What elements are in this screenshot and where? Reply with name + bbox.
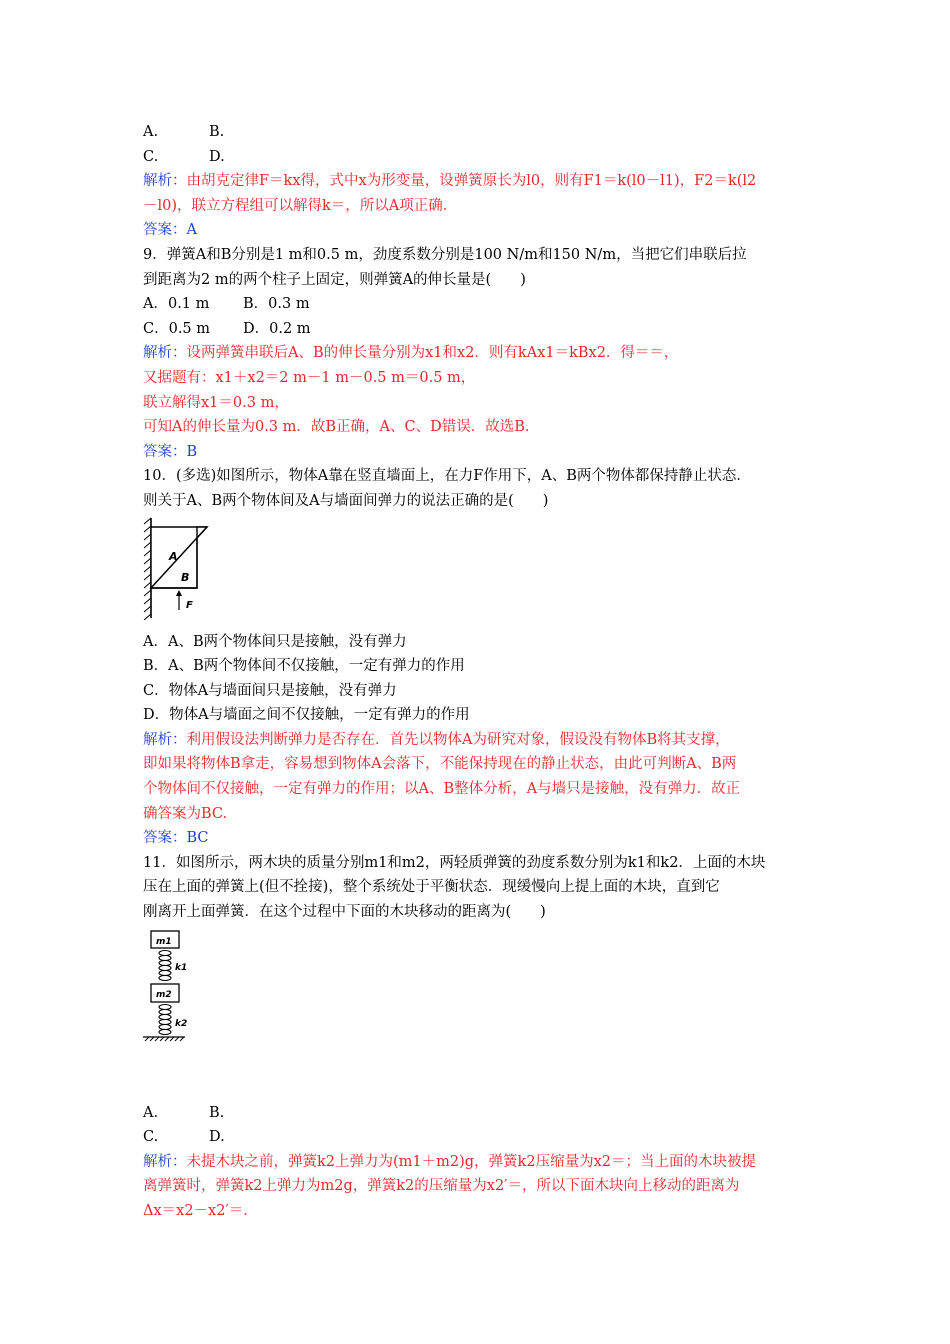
q8-options-row-1 (143, 120, 813, 145)
q10-answer: 答案：BC (143, 830, 209, 847)
block-m2-label: m2 (156, 989, 172, 1000)
q11-analysis-label: 解析： (143, 1153, 187, 1170)
q9-analysis-line-2: 又据题有：x1＋x2＝2 m－1 m－0.5 m＝0.5 m， (143, 369, 476, 386)
q10-stem-line-2: 则关于A、B两个物体间及A与墙面间弹力的说法正确的是( ) (143, 492, 549, 509)
q10-analysis-label: 解析： (143, 731, 187, 748)
q9-analysis-label: 解析： (143, 345, 187, 362)
q8-options-row-2 (143, 145, 813, 170)
q10-analysis-line-4: 确答案为BC. (143, 805, 228, 822)
q9-analysis-line-1: 解析：设两弹簧串联后A、B的伸长量分别为x1和x2．则有kAx1＝kBx2．得＝＝， (143, 345, 679, 362)
block-a-label: A (169, 549, 178, 563)
q9-options-row-1 (143, 292, 813, 317)
q11-stem-line-1: 11．如图所示，两木块的质量分别m1和m2，两轻质弹簧的劲度系数分别为k1和k2．上面的木块 (143, 854, 766, 871)
q11-stem-line-3: 刚离开上面弹簧．在这个过程中下面的木块移动的距离为( ) (143, 904, 546, 921)
q9-options-row-2 (143, 317, 813, 342)
spring-k2-label: k2 (175, 1018, 188, 1029)
block-m1-label: m1 (156, 936, 172, 947)
q11-analysis-line-1: 解析：未提木块之前，弹簧k2上弹力为(m1＋m2)g，弹簧k2压缩量为x2＝；当上面的木块被提 (143, 1153, 756, 1170)
q10-stem-line-1: 10．(多选)如图所示，物体A靠在竖直墙面上，在力F作用下，A、B两个物体都保持静止状态． (143, 468, 751, 485)
q9-option-c: C．0.5 m (143, 320, 211, 337)
q11-stem-line-2: 压在上面的弹簧上(但不拴接)，整个系统处于平衡状态．现缓慢向上提上面的木块，直到它 (143, 879, 720, 896)
q10-option-d: D．物体A与墙面之间不仅接触，一定有弹力的作用 (143, 707, 470, 724)
spring-blocks-diagram (143, 927, 203, 1095)
q9-answer: 答案：B (143, 443, 198, 460)
q11-option-d: D. (209, 1129, 225, 1146)
q10-analysis-line-3: 个物体间不仅接触，一定有弹力的作用；以A、B整体分析，A与墙只是接触，没有弹力．故正 (143, 781, 741, 798)
q8-analysis-label: 解析： (143, 173, 187, 190)
q11-option-a: A. (143, 1104, 159, 1121)
q8-option-a: A. (143, 124, 159, 140)
q10-analysis-line-1: 解析：利用假设法判断弹力是否存在．首先以物体A为研究对象，假设没有物体B将其支撑， (143, 731, 730, 748)
q9-stem-line-2: 到距离为2 m的两个柱子上固定，则弹簧A的伸长量是( ) (143, 271, 526, 288)
block-b-label: B (181, 570, 190, 584)
q8-analysis-line-1: 解析：由胡克定律F＝kx得，式中x为形变量，设弹簧原长为l0，则有F1＝k(l0－l1)，F2＝k(l2 (143, 173, 757, 190)
q8-analysis-line-2: －l0)，联立方程组可以解得k＝，所以A项正确． (143, 197, 458, 214)
q9-analysis-line-4: 可知A的伸长量为0.3 m．故B正确，A、C、D错误．故选B． (143, 419, 540, 436)
q9-analysis-line-3: 联立解得x1＝0.3 m， (143, 394, 289, 411)
q9-option-d: D．0.2 m (243, 320, 311, 337)
wall-blocks-diagram (143, 516, 223, 620)
q9-option-b: B．0.3 m (243, 296, 310, 313)
q11-options-row-2 (143, 1125, 813, 1150)
q10-figure (143, 516, 813, 620)
q11-figure (143, 927, 813, 1095)
q10-option-c: C．物体A与墙面间只是接触，没有弹力 (143, 682, 397, 699)
force-f-label: F (186, 599, 193, 611)
q11-options-row-1 (143, 1101, 813, 1126)
q8-option-c: C. (143, 148, 159, 165)
q11-analysis-line-3: Δx＝x2－x2′＝． (143, 1203, 258, 1219)
q8-option-d: D. (209, 148, 225, 165)
q8-answer: 答案：A (143, 222, 197, 239)
q8-option-b: B. (209, 124, 225, 140)
document-page (143, 120, 813, 1224)
q11-option-c: C. (143, 1129, 159, 1146)
q10-option-a: A．A、B两个物体间只是接触，没有弹力 (143, 633, 407, 650)
q11-option-b: B. (209, 1104, 225, 1121)
q11-analysis-line-2: 离弹簧时，弹簧k2上弹力为m2g，弹簧k2的压缩量为x2′＝，所以下面木块向上移动的距离为 (143, 1178, 740, 1195)
q9-stem-line-1: 9．弹簧A和B分别是1 m和0.5 m，劲度系数分别是100 N/m和150 N/m，当把它们串联后拉 (143, 246, 747, 263)
q10-analysis-line-2: 即如果将物体B拿走，容易想到物体A会落下，不能保持现在的静止状态，由此可判断A、B两 (143, 756, 737, 773)
spring-k1-label: k1 (175, 962, 188, 973)
q9-option-a: A．0.1 m (143, 296, 210, 313)
q10-option-b: B．A、B两个物体间不仅接触，一定有弹力的作用 (143, 658, 465, 675)
